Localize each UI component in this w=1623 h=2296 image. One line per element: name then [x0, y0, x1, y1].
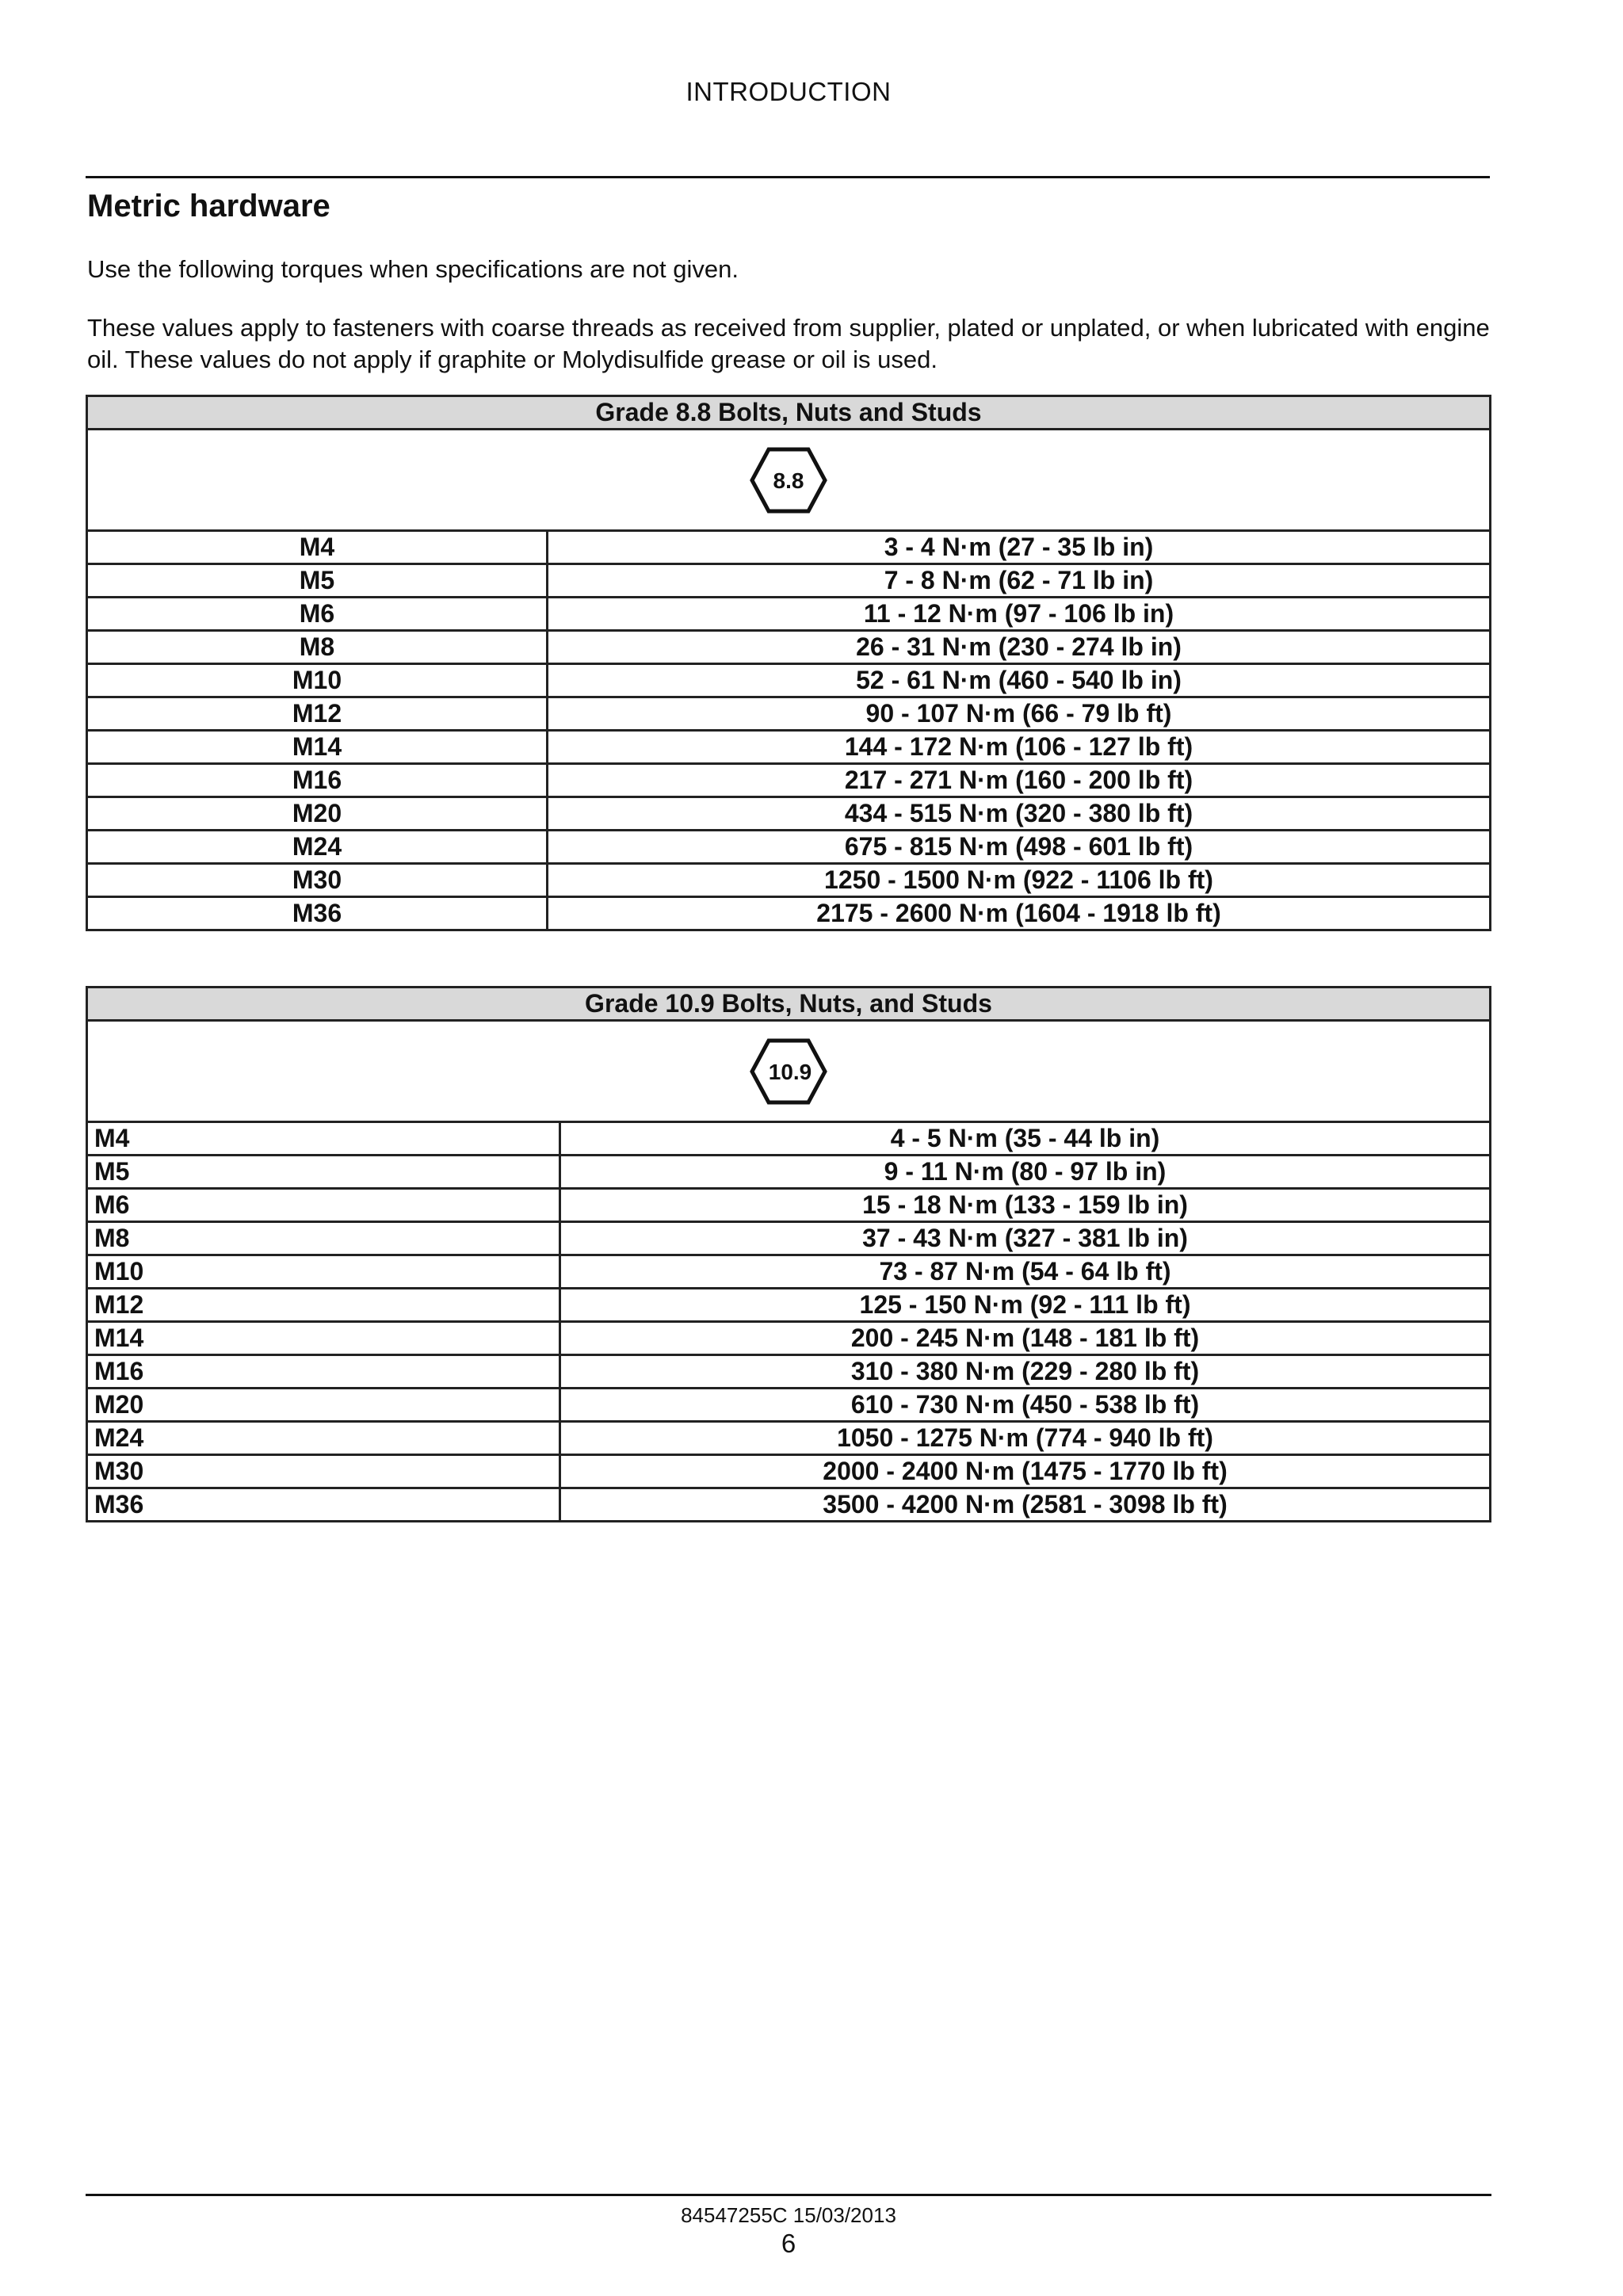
bolt-size-cell: M30 — [87, 1455, 560, 1488]
grade-10-9-header: Grade 10.9 Bolts, Nuts, and Studs — [87, 988, 1491, 1021]
bolt-size-cell: M20 — [87, 797, 548, 831]
table-row — [87, 764, 1491, 797]
torque-value-cell: 125 - 150 N·m (92 - 111 lb ft) — [560, 1289, 1491, 1322]
torque-value-cell: 7 - 8 N·m (62 - 71 lb in) — [548, 564, 1491, 598]
grade-8-8-table — [86, 395, 1491, 931]
table-row — [87, 1289, 1491, 1322]
table-row — [87, 1389, 1491, 1422]
torque-value-cell: 26 - 31 N·m (230 - 274 lb in) — [548, 631, 1491, 664]
table-row — [87, 1255, 1491, 1289]
table-row — [87, 531, 1491, 564]
footer-rule — [86, 2194, 1491, 2196]
bolt-size-cell: M14 — [87, 1322, 560, 1355]
table-row — [87, 697, 1491, 731]
torque-value-cell: 11 - 12 N·m (97 - 106 lb in) — [548, 598, 1491, 631]
table-row — [87, 1322, 1491, 1355]
bolt-size-cell: M36 — [87, 897, 548, 930]
bolt-size-cell: M30 — [87, 864, 548, 897]
table-row — [87, 631, 1491, 664]
torque-value-cell: 200 - 245 N·m (148 - 181 lb ft) — [560, 1322, 1491, 1355]
grade-10-9-badge — [87, 1021, 1491, 1122]
grade-8-8-rows — [87, 531, 1491, 930]
bolt-size-cell: M10 — [87, 1255, 560, 1289]
bolt-size-cell: M16 — [87, 1355, 560, 1389]
torque-value-cell: 1250 - 1500 N·m (922 - 1106 lb ft) — [548, 864, 1491, 897]
table-row — [87, 864, 1491, 897]
bolt-size-cell: M12 — [87, 697, 548, 731]
bolt-size-cell: M6 — [87, 598, 548, 631]
bolt-size-cell: M10 — [87, 664, 548, 697]
torque-value-cell: 90 - 107 N·m (66 - 79 lb ft) — [548, 697, 1491, 731]
torque-value-cell: 73 - 87 N·m (54 - 64 lb ft) — [560, 1255, 1491, 1289]
torque-value-cell: 144 - 172 N·m (106 - 127 lb ft) — [548, 731, 1491, 764]
table-row — [87, 1355, 1491, 1389]
hex-bolt-10-9-icon — [749, 1037, 828, 1106]
bolt-size-cell: M5 — [87, 564, 548, 598]
torque-value-cell: 3500 - 4200 N·m (2581 - 3098 lb ft) — [560, 1488, 1491, 1522]
table-row — [87, 1222, 1491, 1255]
table-row — [87, 731, 1491, 764]
bolt-size-cell: M4 — [87, 531, 548, 564]
hex-bolt-8-8-icon — [749, 446, 828, 514]
torque-value-cell: 37 - 43 N·m (327 - 381 lb in) — [560, 1222, 1491, 1255]
bolt-size-cell: M6 — [87, 1189, 560, 1222]
grade-10-9-badge-label: 10.9 — [768, 1059, 812, 1084]
torque-value-cell: 9 - 11 N·m (80 - 97 lb in) — [560, 1156, 1491, 1189]
torque-value-cell: 2175 - 2600 N·m (1604 - 1918 lb ft) — [548, 897, 1491, 930]
torque-value-cell: 310 - 380 N·m (229 - 280 lb ft) — [560, 1355, 1491, 1389]
header-rule — [86, 176, 1490, 178]
table-row — [87, 831, 1491, 864]
table-row — [87, 797, 1491, 831]
table-row — [87, 1488, 1491, 1522]
table-row — [87, 1422, 1491, 1455]
note-paragraph: These values apply to fasteners with coarse threads as received from supplier, plated or unplated, or when lubricated with engine oil. These values do not apply if graphite or Molydisulfide grease or oil is used. — [87, 314, 1490, 373]
torque-value-cell: 52 - 61 N·m (460 - 540 lb in) — [548, 664, 1491, 697]
torque-value-cell: 610 - 730 N·m (450 - 538 lb ft) — [560, 1389, 1491, 1422]
grade-10-9-table — [86, 986, 1491, 1522]
grade-8-8-badge-label: 8.8 — [773, 468, 804, 493]
torque-value-cell: 15 - 18 N·m (133 - 159 lb in) — [560, 1189, 1491, 1222]
bolt-size-cell: M12 — [87, 1289, 560, 1322]
torque-value-cell: 4 - 5 N·m (35 - 44 lb in) — [560, 1122, 1491, 1156]
bolt-size-cell: M24 — [87, 1422, 560, 1455]
bolt-size-cell: M8 — [87, 631, 548, 664]
torque-value-cell: 2000 - 2400 N·m (1475 - 1770 lb ft) — [560, 1455, 1491, 1488]
table-row — [87, 1189, 1491, 1222]
torque-value-cell: 3 - 4 N·m (27 - 35 lb in) — [548, 531, 1491, 564]
table-row — [87, 1156, 1491, 1189]
grade-8-8-header: Grade 8.8 Bolts, Nuts and Studs — [87, 396, 1491, 430]
table-row — [87, 1122, 1491, 1156]
bolt-size-cell: M8 — [87, 1222, 560, 1255]
torque-value-cell: 1050 - 1275 N·m (774 - 940 lb ft) — [560, 1422, 1491, 1455]
table-row — [87, 564, 1491, 598]
section-title: Metric hardware — [87, 189, 330, 223]
running-header: INTRODUCTION — [685, 77, 892, 106]
table-row — [87, 1455, 1491, 1488]
bolt-size-cell: M36 — [87, 1488, 560, 1522]
bolt-size-cell: M5 — [87, 1156, 560, 1189]
table-row — [87, 598, 1491, 631]
table-row — [87, 664, 1491, 697]
grade-8-8-badge — [87, 430, 1491, 531]
intro-paragraph: Use the following torques when specifications are not given. — [87, 255, 739, 283]
bolt-size-cell: M24 — [87, 831, 548, 864]
bolt-size-cell: M4 — [87, 1122, 560, 1156]
bolt-size-cell: M20 — [87, 1389, 560, 1422]
torque-value-cell: 675 - 815 N·m (498 - 601 lb ft) — [548, 831, 1491, 864]
torque-value-cell: 434 - 515 N·m (320 - 380 lb ft) — [548, 797, 1491, 831]
torque-value-cell: 217 - 271 N·m (160 - 200 lb ft) — [548, 764, 1491, 797]
document-reference: 84547255C 15/03/2013 — [681, 2203, 896, 2227]
table-row — [87, 897, 1491, 930]
grade-10-9-rows — [87, 1122, 1491, 1522]
page-number: 6 — [781, 2229, 796, 2258]
bolt-size-cell: M16 — [87, 764, 548, 797]
bolt-size-cell: M14 — [87, 731, 548, 764]
